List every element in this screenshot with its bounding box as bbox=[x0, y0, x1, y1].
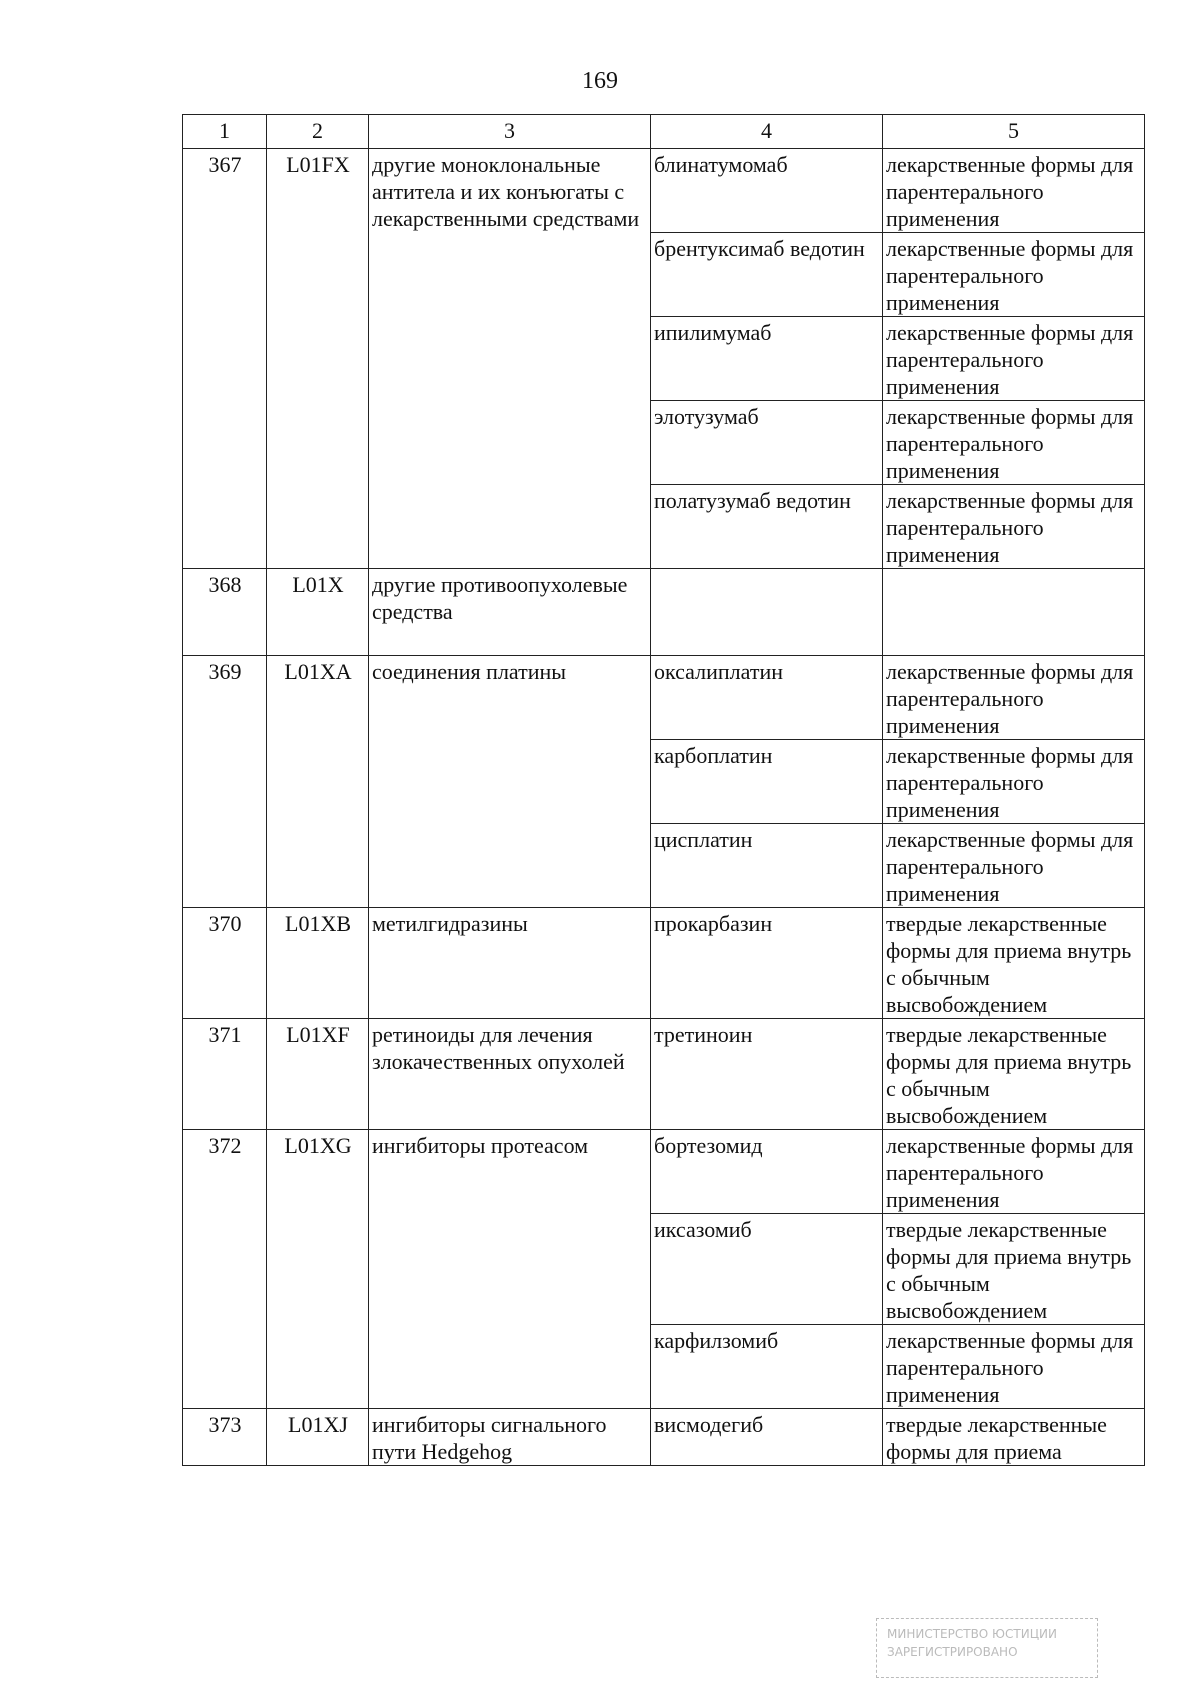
row-number-cell: 371 bbox=[183, 1019, 267, 1130]
group-name-cell: другие моноклональные антитела и их конъюгаты с лекарственными средствами bbox=[369, 149, 651, 569]
atc-code-cell: L01FX bbox=[267, 149, 369, 569]
drug-name-cell bbox=[651, 569, 883, 656]
dosage-form-cell: лекарственные формы для парентерального применения bbox=[883, 656, 1145, 740]
atc-code-cell: L01XB bbox=[267, 908, 369, 1019]
drug-name-cell: третиноин bbox=[651, 1019, 883, 1130]
group-name-cell: метилгидразины bbox=[369, 908, 651, 1019]
table-row bbox=[183, 1130, 1145, 1214]
drug-name-cell: блинатумомаб bbox=[651, 149, 883, 233]
table-row bbox=[183, 1409, 1145, 1466]
drug-name-cell: прокарбазин bbox=[651, 908, 883, 1019]
dosage-form-cell: лекарственные формы для парентерального применения bbox=[883, 485, 1145, 569]
group-name-cell: другие противоопухолевые средства bbox=[369, 569, 651, 656]
row-number-cell: 369 bbox=[183, 656, 267, 908]
drug-name-cell: элотузумаб bbox=[651, 401, 883, 485]
drug-name-cell: карбоплатин bbox=[651, 740, 883, 824]
table-body bbox=[183, 149, 1145, 1466]
row-number-cell: 372 bbox=[183, 1130, 267, 1409]
dosage-form-cell: лекарственные формы для парентерального применения bbox=[883, 1130, 1145, 1214]
column-number: 4 bbox=[651, 115, 883, 149]
dosage-form-cell bbox=[883, 569, 1145, 656]
column-number-row bbox=[183, 115, 1145, 149]
group-name-cell: ингибиторы протеасом bbox=[369, 1130, 651, 1409]
group-name-cell: соединения платины bbox=[369, 656, 651, 908]
row-number-cell: 373 bbox=[183, 1409, 267, 1466]
dosage-form-cell: лекарственные формы для парентерального применения bbox=[883, 149, 1145, 233]
table-row bbox=[183, 1019, 1145, 1130]
dosage-form-cell: лекарственные формы для парентерального применения bbox=[883, 1325, 1145, 1409]
group-name-cell: ингибиторы сигнального пути Hedgehog bbox=[369, 1409, 651, 1466]
registration-stamp bbox=[876, 1618, 1098, 1678]
column-number: 5 bbox=[883, 115, 1145, 149]
table-row bbox=[183, 569, 1145, 656]
atc-code-cell: L01X bbox=[267, 569, 369, 656]
drug-name-cell: брентуксимаб ведотин bbox=[651, 233, 883, 317]
stamp-line: МИНИСТЕРСТВО ЮСТИЦИИ bbox=[887, 1627, 1057, 1641]
dosage-form-cell: твердые лекарственные формы для приема внутрь с обычным высвобождением bbox=[883, 1019, 1145, 1130]
atc-code-cell: L01XA bbox=[267, 656, 369, 908]
table-row bbox=[183, 149, 1145, 233]
drug-name-cell: иксазомиб bbox=[651, 1214, 883, 1325]
row-number-cell: 370 bbox=[183, 908, 267, 1019]
drug-name-cell: цисплатин bbox=[651, 824, 883, 908]
drug-name-cell: висмодегиб bbox=[651, 1409, 883, 1466]
table-row bbox=[183, 656, 1145, 740]
dosage-form-cell: лекарственные формы для парентерального применения bbox=[883, 401, 1145, 485]
row-number-cell: 368 bbox=[183, 569, 267, 656]
drug-name-cell: карфилзомиб bbox=[651, 1325, 883, 1409]
row-number-cell: 367 bbox=[183, 149, 267, 569]
drug-name-cell: ипилимумаб bbox=[651, 317, 883, 401]
drug-list-table bbox=[182, 114, 1145, 1466]
atc-code-cell: L01XF bbox=[267, 1019, 369, 1130]
stamp-line: ЗАРЕГИСТРИРОВАНО bbox=[887, 1645, 1018, 1659]
column-number: 3 bbox=[369, 115, 651, 149]
dosage-form-cell: лекарственные формы для парентерального применения bbox=[883, 824, 1145, 908]
dosage-form-cell: лекарственные формы для парентерального применения bbox=[883, 740, 1145, 824]
dosage-form-cell: лекарственные формы для парентерального применения bbox=[883, 317, 1145, 401]
dosage-form-cell: лекарственные формы для парентерального применения bbox=[883, 233, 1145, 317]
dosage-form-cell: твердые лекарственные формы для приема bbox=[883, 1409, 1145, 1466]
drug-name-cell: бортезомид bbox=[651, 1130, 883, 1214]
atc-code-cell: L01XJ bbox=[267, 1409, 369, 1466]
column-number: 1 bbox=[183, 115, 267, 149]
drug-name-cell: оксалиплатин bbox=[651, 656, 883, 740]
column-number: 2 bbox=[267, 115, 369, 149]
page-number: 169 bbox=[582, 68, 618, 94]
atc-code-cell: L01XG bbox=[267, 1130, 369, 1409]
dosage-form-cell: твердые лекарственные формы для приема внутрь с обычным высвобождением bbox=[883, 1214, 1145, 1325]
drug-name-cell: полатузумаб ведотин bbox=[651, 485, 883, 569]
table-row bbox=[183, 908, 1145, 1019]
dosage-form-cell: твердые лекарственные формы для приема внутрь с обычным высвобождением bbox=[883, 908, 1145, 1019]
group-name-cell: ретиноиды для лечения злокачественных опухолей bbox=[369, 1019, 651, 1130]
